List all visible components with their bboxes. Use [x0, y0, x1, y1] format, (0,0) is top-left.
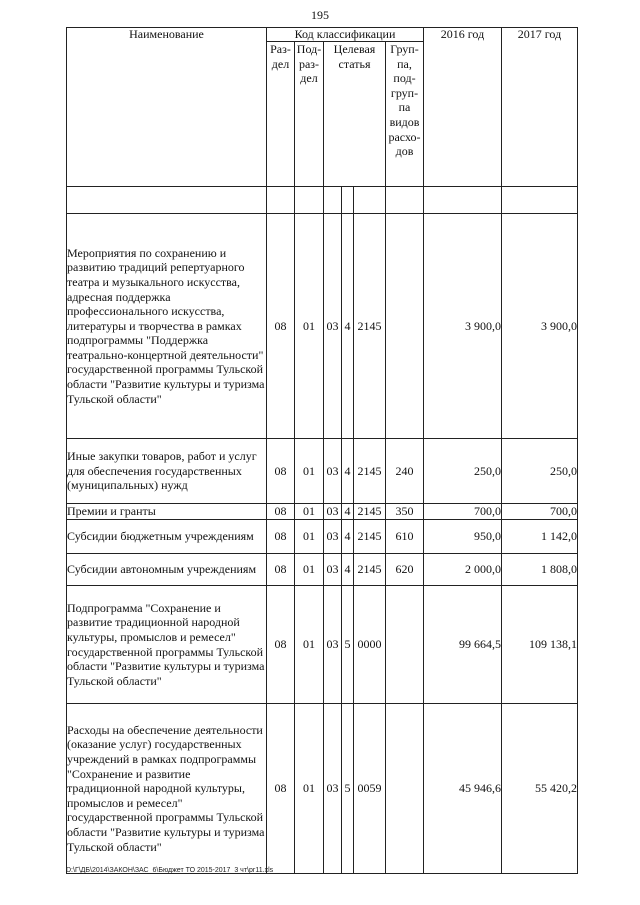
row-vr: 620: [386, 554, 424, 586]
row-name: Расходы на обеспечение деятельности (оказание услуг) государственных учреждений в рамках подпрограммы "Сохранение и развитие традиционной народной культуры, промыслов и ремесел" государственной программы Тульской области "Развитие культуры и туризма Тульской области": [67, 704, 267, 874]
file-path-footer: D:\Г\ДБ\2014\ЗАКОН\ЗАС_6\Бюджет ТО 2015-2017_3 чт\рг11.xls: [66, 867, 274, 874]
row-amount-2017: 700,0: [502, 504, 578, 520]
row-amount-2016: 99 664,5: [424, 586, 502, 704]
row-cs-subprogram: 4: [342, 504, 354, 520]
row-cs-subprogram: 5: [342, 586, 354, 704]
header-expense-group: Груп- па, под- груп- па видов расхо- дов: [386, 42, 424, 187]
row-cs-direction: 0000: [354, 586, 386, 704]
row-cs-program: 03: [324, 586, 342, 704]
table-row: [67, 704, 578, 874]
row-cs-subprogram: 4: [342, 439, 354, 504]
row-amount-2017: 250,0: [502, 439, 578, 504]
row-cs-subprogram: 4: [342, 520, 354, 554]
header-name: Наименование: [67, 28, 267, 187]
row-amount-2017: 1 808,0: [502, 554, 578, 586]
row-cs-program: 03: [324, 504, 342, 520]
row-podrazdel: 01: [295, 586, 324, 704]
table-row: [67, 520, 578, 554]
row-cs-direction: 0059: [354, 704, 386, 874]
row-podrazdel: 01: [295, 704, 324, 874]
row-vr: 240: [386, 439, 424, 504]
row-podrazdel: 01: [295, 554, 324, 586]
row-amount-2016: 45 946,6: [424, 704, 502, 874]
header-subsection: Под- раз- дел: [295, 42, 324, 187]
row-amount-2016: 950,0: [424, 520, 502, 554]
row-podrazdel: 01: [295, 504, 324, 520]
row-vr: 610: [386, 520, 424, 554]
row-cs-program: 03: [324, 704, 342, 874]
row-razdel: 08: [267, 704, 295, 874]
row-cs-program: 03: [324, 214, 342, 439]
row-name: Мероприятия по сохранению и развитию традиций репертуарного театра и музыкального искусства, адресная поддержка профессионального искусства, литературы и творчества в рамках подпрограммы "Поддержка театрально-концертной деятельности" государственной программы Тульской области "Развитие культуры и туризма Тульской области": [67, 214, 267, 439]
row-amount-2016: 2 000,0: [424, 554, 502, 586]
header-target-article: Целевая статья: [324, 42, 386, 187]
row-cs-direction: 2145: [354, 439, 386, 504]
row-cs-direction: 2145: [354, 554, 386, 586]
row-amount-2017: 1 142,0: [502, 520, 578, 554]
header-section: Раз- дел: [267, 42, 295, 187]
row-cs-subprogram: 4: [342, 214, 354, 439]
row-podrazdel: 01: [295, 520, 324, 554]
table-row: [67, 439, 578, 504]
page-number: 195: [311, 8, 329, 22]
row-amount-2017: 109 138,1: [502, 586, 578, 704]
row-name: Премии и гранты: [67, 504, 267, 520]
row-podrazdel: 01: [295, 214, 324, 439]
row-razdel: 08: [267, 586, 295, 704]
table-row: [67, 554, 578, 586]
table-row: [67, 214, 578, 439]
row-vr: [386, 214, 424, 439]
row-vr: [386, 704, 424, 874]
row-vr: [386, 586, 424, 704]
row-cs-direction: 2145: [354, 504, 386, 520]
row-cs-subprogram: 4: [342, 554, 354, 586]
header-year-2017: 2017 год: [502, 28, 578, 187]
row-amount-2017: 55 420,2: [502, 704, 578, 874]
row-amount-2017: 3 900,0: [502, 214, 578, 439]
blank-spacer-row: [67, 187, 578, 214]
row-amount-2016: 250,0: [424, 439, 502, 504]
table-row: [67, 504, 578, 520]
row-amount-2016: 700,0: [424, 504, 502, 520]
budget-table: [66, 27, 578, 874]
header-code-group: Код классификации: [267, 28, 424, 42]
row-cs-program: 03: [324, 554, 342, 586]
row-cs-direction: 2145: [354, 520, 386, 554]
row-cs-subprogram: 5: [342, 704, 354, 874]
row-razdel: 08: [267, 504, 295, 520]
row-razdel: 08: [267, 439, 295, 504]
header-year-2016: 2016 год: [424, 28, 502, 187]
row-name: Субсидии автономным учреждениям: [67, 554, 267, 586]
row-vr: 350: [386, 504, 424, 520]
row-cs-program: 03: [324, 520, 342, 554]
row-razdel: 08: [267, 214, 295, 439]
row-cs-program: 03: [324, 439, 342, 504]
row-razdel: 08: [267, 520, 295, 554]
row-name: Субсидии бюджетным учреждениям: [67, 520, 267, 554]
row-name: Иные закупки товаров, работ и услуг для обеспечения государственных (муниципальных) нужд: [67, 439, 267, 504]
row-razdel: 08: [267, 554, 295, 586]
table-row: [67, 586, 578, 704]
row-name: Подпрограмма "Сохранение и развитие традиционной народной культуры, промыслов и ремесел" государственной программы Тульской области "Развитие культуры и туризма Тульской области": [67, 586, 267, 704]
row-cs-direction: 2145: [354, 214, 386, 439]
row-podrazdel: 01: [295, 439, 324, 504]
row-amount-2016: 3 900,0: [424, 214, 502, 439]
